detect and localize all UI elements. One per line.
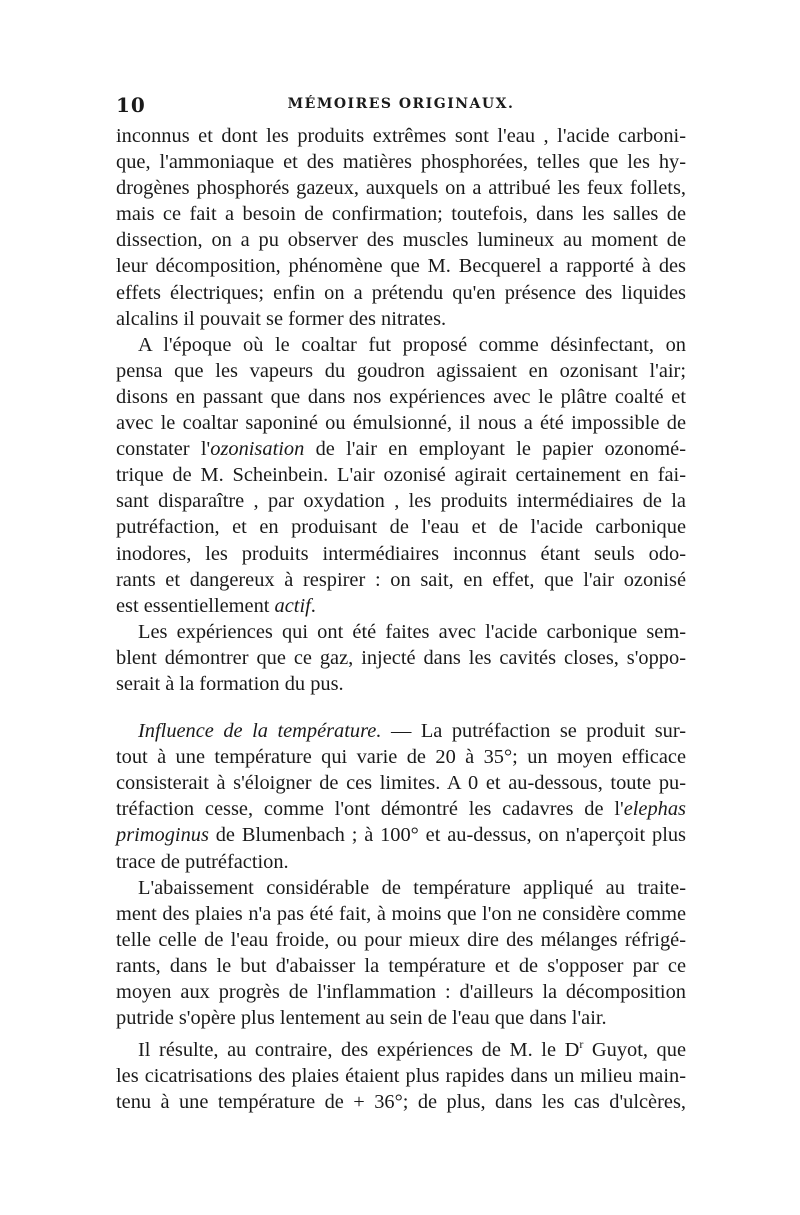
paragraph-4 xyxy=(116,718,686,875)
section-gap xyxy=(116,697,686,718)
text-line: trique de M. Scheinbein. L'air ozonisé agirait certainement en fai- xyxy=(116,464,686,487)
text-line: disons en passant que dans nos expériences avec le plâtre coalté et xyxy=(116,385,686,408)
page-number: 10 xyxy=(116,93,146,117)
book-page xyxy=(116,93,686,1115)
text-line: tenu à une température de + 36°; de plus, dans les cas d'ulcères, xyxy=(116,1091,686,1114)
paragraph-2 xyxy=(116,332,686,619)
text-line: L'abaissement considérable de température appliqué au traite- xyxy=(138,876,686,899)
text-line: effets électriques; enfin on a prétendu qu'en présence des liquides xyxy=(116,281,686,304)
text-line: ment des plaies n'a pas été fait, à moins que l'on ne considère comme xyxy=(116,902,686,925)
text-line: Il résulte, au contraire, des expériences de M. le $D^r$ Guyot, que xyxy=(138,1037,687,1061)
text-line: primoginus de Blumenbach ; à 100° et au-dessus, on n'aperçoit plus xyxy=(116,824,686,847)
text-line: pensa que les vapeurs du goudron agissaient en ozonisant l'air; xyxy=(116,359,686,382)
text-line: Influence de la température. — La putréfaction se produit sur- xyxy=(138,720,686,743)
text-line: tout à une température qui varie de 20 à 35°; un moyen efficace xyxy=(116,746,686,769)
text-line: rants, dans le but d'abaisser la température et de s'opposer par ce xyxy=(116,954,686,977)
text-line: avec le coaltar saponiné ou émulsionné, il nous a été impossible de xyxy=(116,412,686,435)
paragraph-6 xyxy=(116,1031,686,1115)
text-line: putride s'opère plus lentement au sein de l'eau que dans l'air. xyxy=(116,1007,607,1030)
text-line: alcalins il pouvait se former des nitrates. xyxy=(116,307,447,330)
text-line: que, l'ammoniaque et des matières phosphorées, telles que les hy- xyxy=(116,151,686,174)
text-line: sant disparaître , par oxydation , les produits intermédiaires de la xyxy=(116,490,686,513)
text-line: leur décomposition, phénomène que M. Becquerel a rapporté à des xyxy=(116,255,686,278)
text-line: drogènes phosphorés gazeux, auxquels on a attribué les feux follets, xyxy=(116,177,686,200)
text-line: tréfaction cesse, comme l'ont démontré les cadavres de l'elephas xyxy=(116,798,686,821)
text-line: rants et dangereux à respirer : on sait, en effet, que l'air ozonisé xyxy=(116,568,686,591)
text-line: les cicatrisations des plaies étaient plus rapides dans un milieu main- xyxy=(116,1065,686,1088)
text-line: mais ce fait a besoin de confirmation; toutefois, dans les salles de xyxy=(116,203,686,226)
paragraph-3 xyxy=(116,619,686,697)
text-line: trace de putréfaction. xyxy=(116,850,289,873)
text-line: est essentiellement actif. xyxy=(116,594,316,617)
page-header xyxy=(116,93,686,123)
text-line: A l'époque où le coaltar fut proposé comme désinfectant, on xyxy=(138,333,686,356)
text-line: serait à la formation du pus. xyxy=(116,672,344,695)
text-line: Les expériences qui ont été faites avec l'acide carbonique sem- xyxy=(138,620,686,643)
paragraph-1 xyxy=(116,123,686,332)
text-line: telle celle de l'eau froide, ou pour mieux dire des mélanges réfrigé- xyxy=(116,928,686,951)
text-line: inodores, les produits intermédiaires inconnus étant seuls odo- xyxy=(116,542,686,565)
text-line: constater l'ozonisation de l'air en employant le papier ozonomé- xyxy=(116,438,686,461)
paragraph-5 xyxy=(116,875,686,1032)
text-line: putréfaction, et en produisant de l'eau et de l'acide carbonique xyxy=(116,516,686,539)
running-head: MÉMOIRES ORIGINAUX. xyxy=(287,96,515,112)
text-line: moyen aux progrès de l'inflammation : d'ailleurs la décomposition xyxy=(116,981,686,1003)
text-line: inconnus et dont les produits extrêmes sont l'eau , l'acide carboni- xyxy=(116,125,686,147)
body-text xyxy=(116,123,686,1115)
text-line: dissection, on a pu observer des muscles lumineux au moment de xyxy=(116,229,686,252)
text-line: consisterait à s'éloigner de ces limites. A 0 et au-dessous, toute pu- xyxy=(116,772,686,795)
text-line: blent démontrer que ce gaz, injecté dans les cavités closes, s'oppo- xyxy=(116,646,686,669)
